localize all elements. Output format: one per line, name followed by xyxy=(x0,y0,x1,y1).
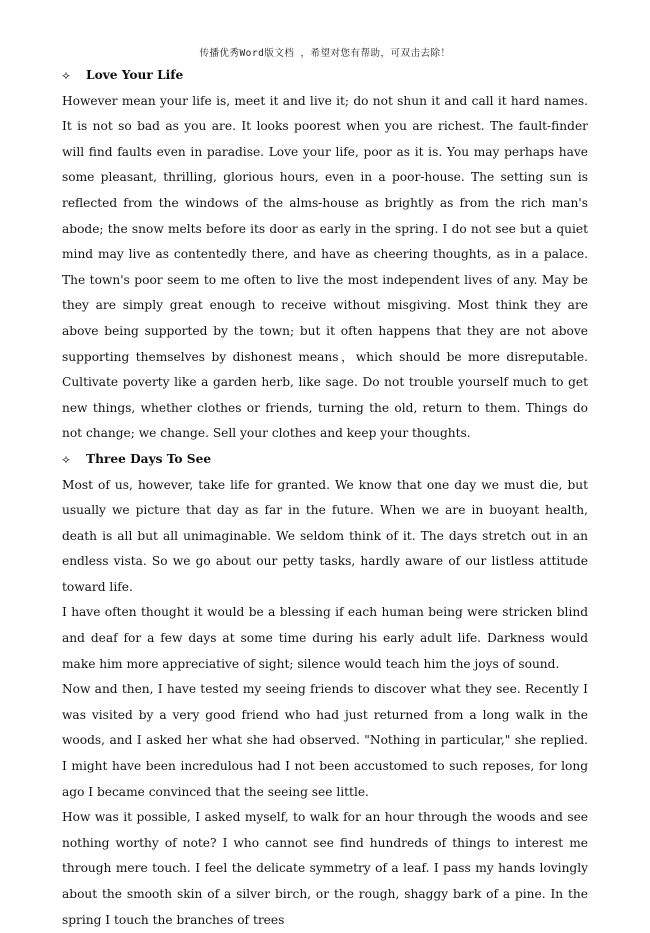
section-title: Three Days To See xyxy=(86,451,212,466)
paragraph: Most of us, however, take life for granted. We know that one day we must die, but usually we picture that day as far in the future. When we are in buoyant health, death is all but all unimaginable. We seldom think of it. The days stretch out in an endless vista. So we go about our petty tasks, hardly aware of our listless attitude toward life. xyxy=(62,477,588,594)
paragraph: However mean your life is, meet it and live it; do not shun it and call it hard names. It is not so bad as you are. It looks poorest when you are richest. The fault-finder will find faults even in paradise. Love your life, poor as it is. You may perhaps have some pleasant, thrilling, glorious hours, even in a poor-house. The setting sun is reflected from the windows of the alms-house as brightly as from the rich man's abode; the snow melts before its door as early in the spring. I do not see but a quiet mind may live as contentedly there, and have as cheering thoughts, as in a palace. The town's poor seem to me often to live the most independent lives of any. May be they are simply great enough to receive without misgiving. Most think they are above being supported by the town; but it often happens that they are not above supporting themselves by dishonest means，which should be more disreputable. Cultivate poverty like a garden herb, like sage. Do not trouble yourself much to get new things, whether clothes or friends, turning the old, return to them. Things do not change; we change. Sell your clothes and keep your thoughts. xyxy=(62,93,588,441)
section-heading-love-your-life xyxy=(62,63,588,89)
document-body xyxy=(62,63,588,933)
diamond-outline-icon: ⟡ xyxy=(62,68,70,82)
paragraph: Now and then, I have tested my seeing friends to discover what they see. Recently I was visited by a very good friend who had just returned from a long walk in the woods, and I asked her what she had observed. "Nothing in particular," she replied. I might have been incredulous had I not been accustomed to such reposes, for long ago I became convinced that the seeing see little. xyxy=(62,682,588,799)
page-header-notice: 传播优秀Word版文档 ，希望对您有帮助，可双击去除！ xyxy=(199,48,451,59)
diamond-outline-icon: ⟡ xyxy=(62,451,70,466)
section-heading-three-days-to-see xyxy=(62,447,588,473)
paragraph: I have often thought it would be a blessing if each human being were stricken blind and deaf for a few days at some time during his early adult life. Darkness would make him more appreciative of sight; silence would teach him the joys of sound. xyxy=(62,605,588,671)
section-title: Love Your Life xyxy=(86,68,184,82)
paragraph: How was it possible, I asked myself, to walk for an hour through the woods and see nothing worthy of note? I who cannot see find hundreds of things to interest me through mere touch. I feel the delicate symmetry of a leaf. I pass my hands lovingly about the smooth skin of a silver birch, or the rough, shaggy bark of a pine. In the spring I touch the branches of trees xyxy=(62,810,588,927)
